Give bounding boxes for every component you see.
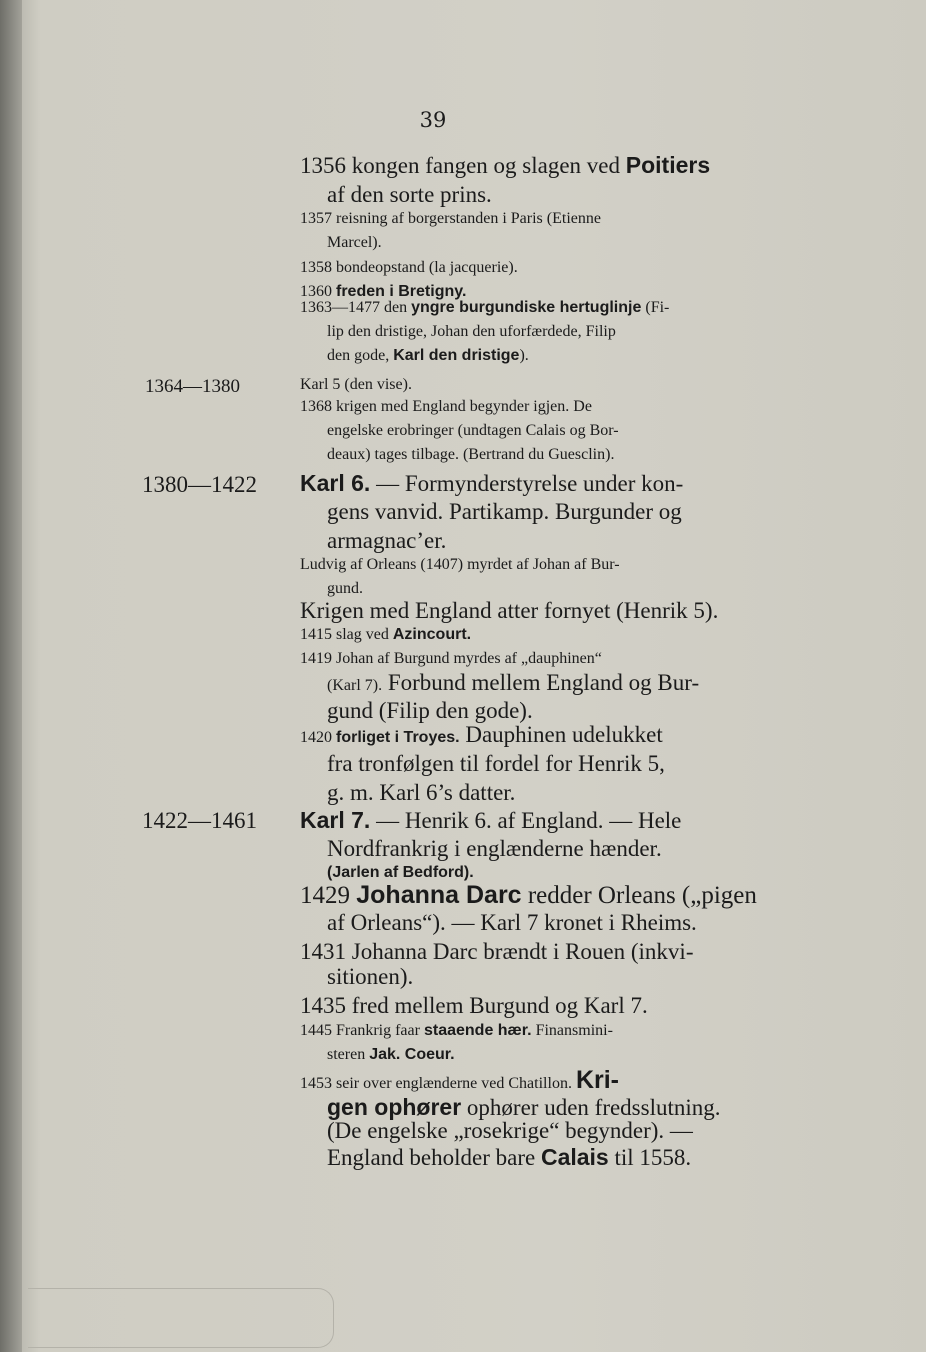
text-line: 1429 Johanna Darc redder Orleans („pigen: [300, 881, 757, 909]
page-number: 39: [419, 108, 447, 132]
text-line: 1453 seir over englænderne ved Chatillon. Kri-: [300, 1066, 619, 1094]
text-line: gund (Filip den gode).: [327, 698, 533, 723]
text-line: (Karl 7). Forbund mellem England og Bur-: [327, 670, 700, 695]
text-line: 1419 Johan af Burgund myrdes af „dauphinen“: [300, 650, 602, 667]
text-line: Karl 6. — Formynderstyrelse under kon-: [300, 470, 684, 496]
text-line: Nordfrankrig i englænderne hænder.: [327, 836, 662, 861]
text-line: sitionen).: [327, 964, 414, 989]
text-line: Ludvig af Orleans (1407) myrdet af Johan af Bur-: [300, 556, 620, 573]
text-line: g. m. Karl 6’s datter.: [327, 780, 516, 805]
date-range-1364: 1364—1380: [145, 376, 240, 397]
text-line: den gode, Karl den dristige).: [327, 347, 529, 364]
text-line: 1420 forliget i Troyes. Dauphinen udelukket: [300, 722, 663, 747]
text-line: engelske erobringer (undtagen Calais og Bor-: [327, 422, 619, 439]
date-range-1422: 1422—1461: [142, 808, 257, 833]
text-line: (Jarlen af Bedford).: [327, 864, 474, 881]
text-line: (De engelske „rosekrige“ begynder). —: [327, 1118, 693, 1143]
text-line: armagnac’er.: [327, 528, 447, 553]
date-range-1380: 1380—1422: [142, 472, 257, 497]
text-line: 1363—1477 den yngre burgundiske hertuglinje (Fi-: [300, 299, 670, 316]
text-line: 1435 fred mellem Burgund og Karl 7.: [300, 993, 648, 1018]
text-line: Karl 5 (den vise).: [300, 376, 412, 393]
text-line: 1356 kongen fangen og slagen ved Poitiers: [300, 152, 711, 178]
text-line: deaux) tages tilbage. (Bertrand du Guesclin).: [327, 446, 615, 463]
text-line: af Orleans“). — Karl 7 kronet i Rheims.: [327, 910, 697, 935]
text-line: England beholder bare Calais til 1558.: [327, 1144, 692, 1170]
text-line: gens vanvid. Partikamp. Burgunder og: [327, 499, 682, 524]
paper-fold-mark: [28, 1288, 334, 1348]
text-line: fra tronfølgen til fordel for Henrik 5,: [327, 751, 665, 776]
text-line: Karl 7. — Henrik 6. af England. — Hele: [300, 807, 682, 833]
text-line: 1415 slag ved Azincourt.: [300, 626, 472, 643]
text-line: 1357 reisning af borgerstanden i Paris (Etienne: [300, 210, 601, 227]
text-line: 1431 Johanna Darc brændt i Rouen (inkvi-: [300, 939, 694, 964]
text-line: 1445 Frankrig faar staaende hær. Finansmini-: [300, 1022, 613, 1039]
text-line: steren Jak. Coeur.: [327, 1046, 455, 1063]
text-line: gund.: [327, 580, 363, 597]
text-line: 1360 freden i Bretigny.: [300, 283, 467, 300]
text-line: af den sorte prins.: [327, 182, 492, 207]
text-line: lip den dristige, Johan den uforfærdede, Filip: [327, 323, 616, 340]
text-line: Krigen med England atter fornyet (Henrik 5).: [300, 598, 719, 623]
text-line: Marcel).: [327, 234, 382, 251]
text-line: 1368 krigen med England begynder igjen. De: [300, 398, 592, 415]
text-line: 1358 bondeopstand (la jacquerie).: [300, 259, 518, 276]
text-line: gen ophører ophører uden fredsslutning.: [327, 1094, 721, 1120]
book-binding-shadow: [0, 0, 22, 1352]
